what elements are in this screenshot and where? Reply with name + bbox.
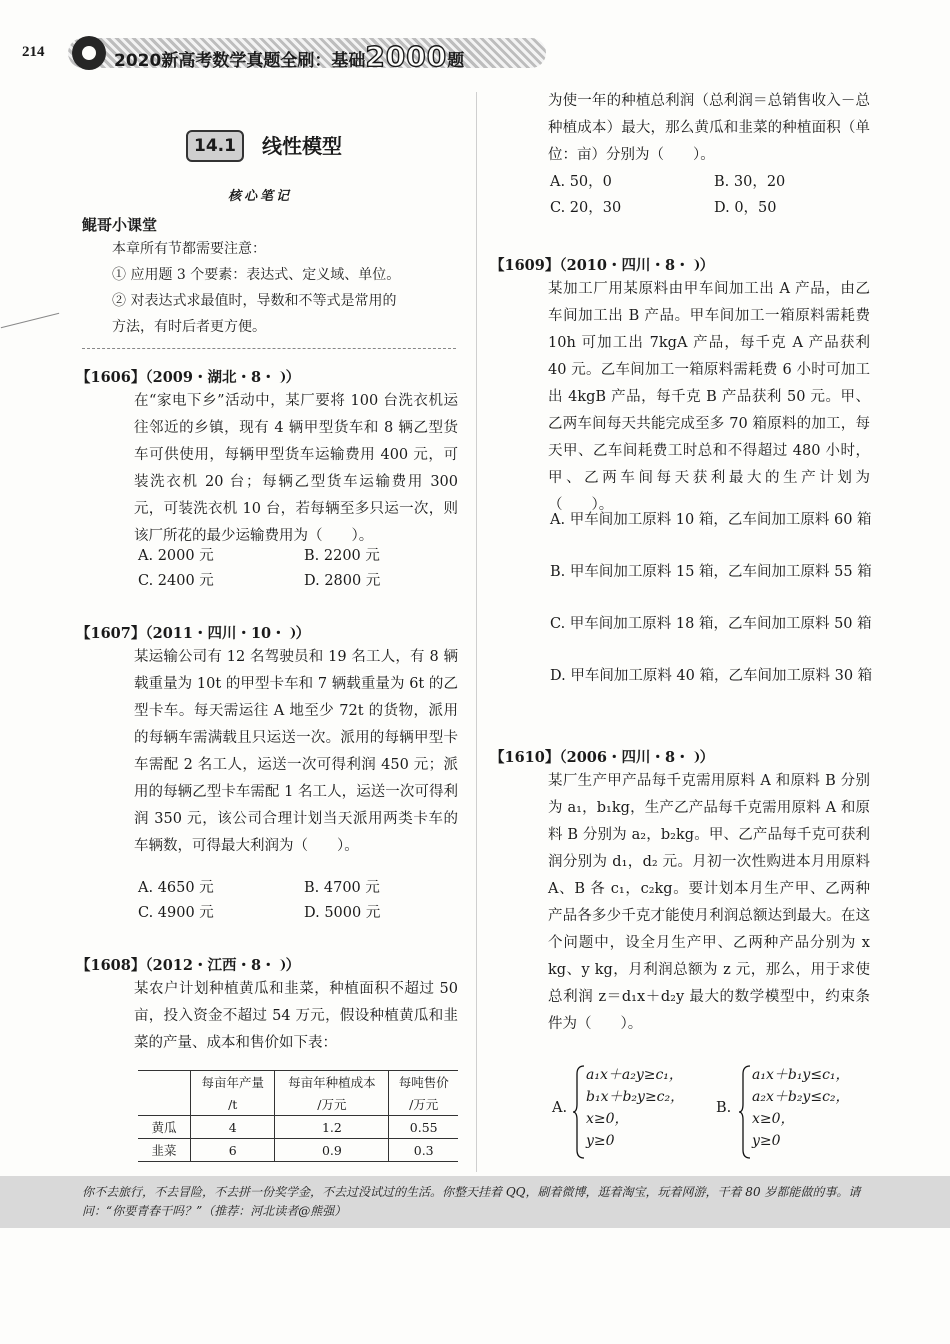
scan-mark	[1, 313, 59, 328]
option-a: A. 4650 元	[138, 880, 214, 896]
option-a: A. 甲车间加工原料 10 箱，乙车间加工原料 60 箱	[550, 512, 872, 528]
question-source: （2012・江西・8・	[145, 957, 276, 974]
book-level: 基础	[331, 51, 366, 71]
brace-icon	[738, 1064, 752, 1160]
constraint: y≥0	[752, 1133, 781, 1149]
question-source: （2011・四川・10・	[145, 625, 286, 642]
book-title-main: 2020新高考数学真题全刷：	[114, 51, 332, 71]
table-unit-row	[138, 1093, 458, 1116]
question-text-1609: 某加工厂用某原料由甲车间加工出 A 产品，由乙车间加工出 B 产品。甲车间加工一箱原料需耗费 10h 可加工出 7kgA 产品，每千克 A 产品获利 40 元。乙车间加工一箱原料需耗费 6 小时可加工出 4kgB 产品，每千克 B 产品获利 50 元。甲、乙两车间每天共能完成至多 70 箱原料的加工，每天甲、乙车间耗费工时总和不得超过 480 小时，甲、乙两车间每天获利最大的生产计划为（ ）。	[548, 281, 870, 513]
section-number: 14.1	[186, 130, 244, 162]
brace-icon	[572, 1064, 586, 1160]
question-header-1608: 【1608】（2012・江西・8・ ）	[76, 957, 301, 974]
table-unit-cell: /t	[191, 1093, 275, 1116]
question-text-1606: 在“家电下乡”活动中，某厂要将 100 台洗衣机运往邻近的乡镇，现有 4 辆甲型货车和 8 辆乙型货车可供使用，每辆甲型货车运输费用 400 元，可装洗衣机 20 台；每辆乙型货车运输费用 300 元，可装洗衣机 10 台，若每辆至多只运一次，则该厂所花的最少运输费用为（ ）。	[134, 393, 458, 544]
option-b: B. 2200 元	[304, 548, 380, 564]
question-header-1610: 【1610】（2006・四川・8・ ）	[490, 749, 715, 766]
table-header-row	[138, 1071, 458, 1094]
book-suffix: 题	[447, 51, 465, 71]
table-unit-cell: /万元	[389, 1093, 458, 1116]
book-count: 2000	[365, 40, 448, 73]
book-title	[114, 40, 464, 73]
question-header-1606: 【1606】（2009・湖北・8・ ）	[76, 369, 301, 386]
table-cell: 4	[191, 1116, 275, 1139]
footer-quote: 你不去旅行，不去冒险，不去拼一份奖学金，不去过没试过的生活。你整天挂着 QQ，刷着微博，逛着淘宝，玩着网游，干着 80 岁都能做的事。请问：“你要青春干吗？”（推荐：河北读者@熊强）	[82, 1185, 861, 1218]
question-source: （2006・四川・8・	[559, 749, 690, 766]
option-b-label: B.	[716, 1100, 732, 1116]
question-id: 【1608】	[76, 957, 146, 974]
question-id: 【1610】	[490, 749, 560, 766]
question-text-1608: 某农户计划种植黄瓜和韭菜，种植面积不超过 50 亩，投入资金不超过 54 万元，假设种植黄瓜和韭菜的产量、成本和售价如下表：	[134, 981, 458, 1051]
question-id: 【1606】	[76, 369, 146, 386]
question-id: 【1609】	[490, 257, 560, 274]
table-row	[138, 1139, 458, 1162]
moon-icon	[690, 750, 700, 764]
table-cell: 韭菜	[138, 1139, 191, 1162]
constraint: y≥0	[586, 1133, 615, 1149]
option-a-label: A.	[552, 1100, 568, 1116]
class-label: 鲲哥小课堂	[82, 216, 158, 234]
note-line: 方法，有时后者更方便。	[112, 319, 266, 335]
table-cell: 1.2	[275, 1116, 389, 1139]
option-a-system	[586, 1064, 684, 1152]
moon-icon	[276, 370, 286, 384]
page-header	[0, 34, 950, 78]
option-a: A. 2000 元	[138, 548, 214, 564]
table-cell: 黄瓜	[138, 1116, 191, 1139]
column-divider	[476, 92, 477, 1172]
question-header-1609: 【1609】（2010・四川・8・ ）	[490, 257, 715, 274]
planting-table	[138, 1070, 458, 1162]
question-source: （2010・四川・8・	[559, 257, 690, 274]
header-circle-inner	[82, 46, 96, 60]
option-a: A. 50，0	[550, 174, 612, 190]
constraint: x≥0，	[586, 1111, 629, 1127]
question-text-1610: 某厂生产甲产品每千克需用原料 A 和原料 B 分别为 a₁，b₁kg，生产乙产品每千克需用原料 A 和原料 B 分别为 a₂，b₂kg。甲、乙产品每千克可获利润分别为 d₁，d₂ 元。月初一次性购进本月用原料 A、B 各 c₁，c₂kg。要计划本月生产甲、乙两种产品各多少千克才能使月利润总额达到最大。在这个问题中，设全月生产甲、乙两种产品分别为 x kg、y kg，月利润总额为 z 元，那么，用于求使总利润 z＝d₁x＋d₂y 最大的数学模型中，约束条件为（ ）。	[548, 773, 870, 1032]
option-d: D. 5000 元	[304, 905, 381, 921]
option-c: C. 甲车间加工原料 18 箱，乙车间加工原料 50 箱	[550, 616, 872, 632]
notes-divider	[82, 348, 456, 349]
table-header-cell	[138, 1071, 191, 1094]
page-number: 214	[22, 44, 45, 60]
table-header-cell: 每亩年产量	[191, 1071, 275, 1094]
question-header-1607: 【1607】（2011・四川・10・ ）	[76, 625, 311, 642]
option-c: C. 4900 元	[138, 905, 214, 921]
note-line: ① 应用题 3 个要素：表达式、定义域、单位。	[112, 267, 401, 283]
constraint: a₂x＋b₂y≤c₂，	[752, 1089, 850, 1105]
table-row	[138, 1116, 458, 1139]
core-notes-heading: 核心笔记	[228, 189, 293, 204]
option-c: C. 2400 元	[138, 573, 214, 589]
table-cell: 0.55	[389, 1116, 458, 1139]
option-d: D. 2800 元	[304, 573, 381, 589]
option-c: C. 20，30	[550, 200, 622, 216]
moon-icon	[276, 958, 286, 972]
question-id: 【1607】	[76, 625, 146, 642]
section-title: 线性模型	[262, 134, 342, 158]
option-d: D. 甲车间加工原料 40 箱，乙车间加工原料 30 箱	[550, 668, 873, 684]
constraint: b₁x＋b₂y≥c₂，	[586, 1089, 685, 1105]
table-cell: 0.9	[275, 1139, 389, 1162]
question-text-1607: 某运输公司有 12 名驾驶员和 19 名工人，有 8 辆载重量为 10t 的甲型卡车和 7 辆载重量为 6t 的乙型卡车。每天需运往 A 地至少 72t 的货物，派用的每辆车需满载且只运送一次。派用的每辆甲型卡车需配 2 名工人，运送一次可得利润 450 元；派用的每辆乙型卡车需配 1 名工人，运送一次可得利润 350 元，该公司合理计划当天派用两类卡车的车辆数，可得最大利润为（ ）。	[134, 649, 458, 854]
question-source: （2009・湖北・8・	[145, 369, 276, 386]
table-cell: 0.3	[389, 1139, 458, 1162]
option-b: B. 4700 元	[304, 880, 380, 896]
table-cell: 6	[191, 1139, 275, 1162]
table-header-cell: 每亩年种植成本	[275, 1071, 389, 1094]
constraint: a₁x＋a₂y≥c₁，	[586, 1067, 683, 1083]
option-d: D. 0，50	[714, 200, 777, 216]
note-line: 本章所有节都需要注意：	[112, 241, 266, 257]
option-b: B. 30，20	[714, 174, 786, 190]
table-unit-cell	[138, 1093, 191, 1116]
table-header-cell: 每吨售价	[389, 1071, 458, 1094]
moon-icon	[690, 258, 700, 272]
option-b: B. 甲车间加工原料 15 箱，乙车间加工原料 55 箱	[550, 564, 872, 580]
option-b-system	[752, 1064, 850, 1152]
note-line: ② 对表达式求最值时，导数和不等式是常用的	[112, 293, 397, 309]
question-continuation-1608: 为使一年的种植总利润（总利润＝总销售收入－总种植成本）最大，那么黄瓜和韭菜的种植面积（单位：亩）分别为（ ）。	[548, 93, 870, 163]
constraint: a₁x＋b₁y≤c₁，	[752, 1067, 850, 1083]
constraint: x≥0，	[752, 1111, 795, 1127]
table-unit-cell: /万元	[275, 1093, 389, 1116]
moon-icon	[286, 626, 296, 640]
